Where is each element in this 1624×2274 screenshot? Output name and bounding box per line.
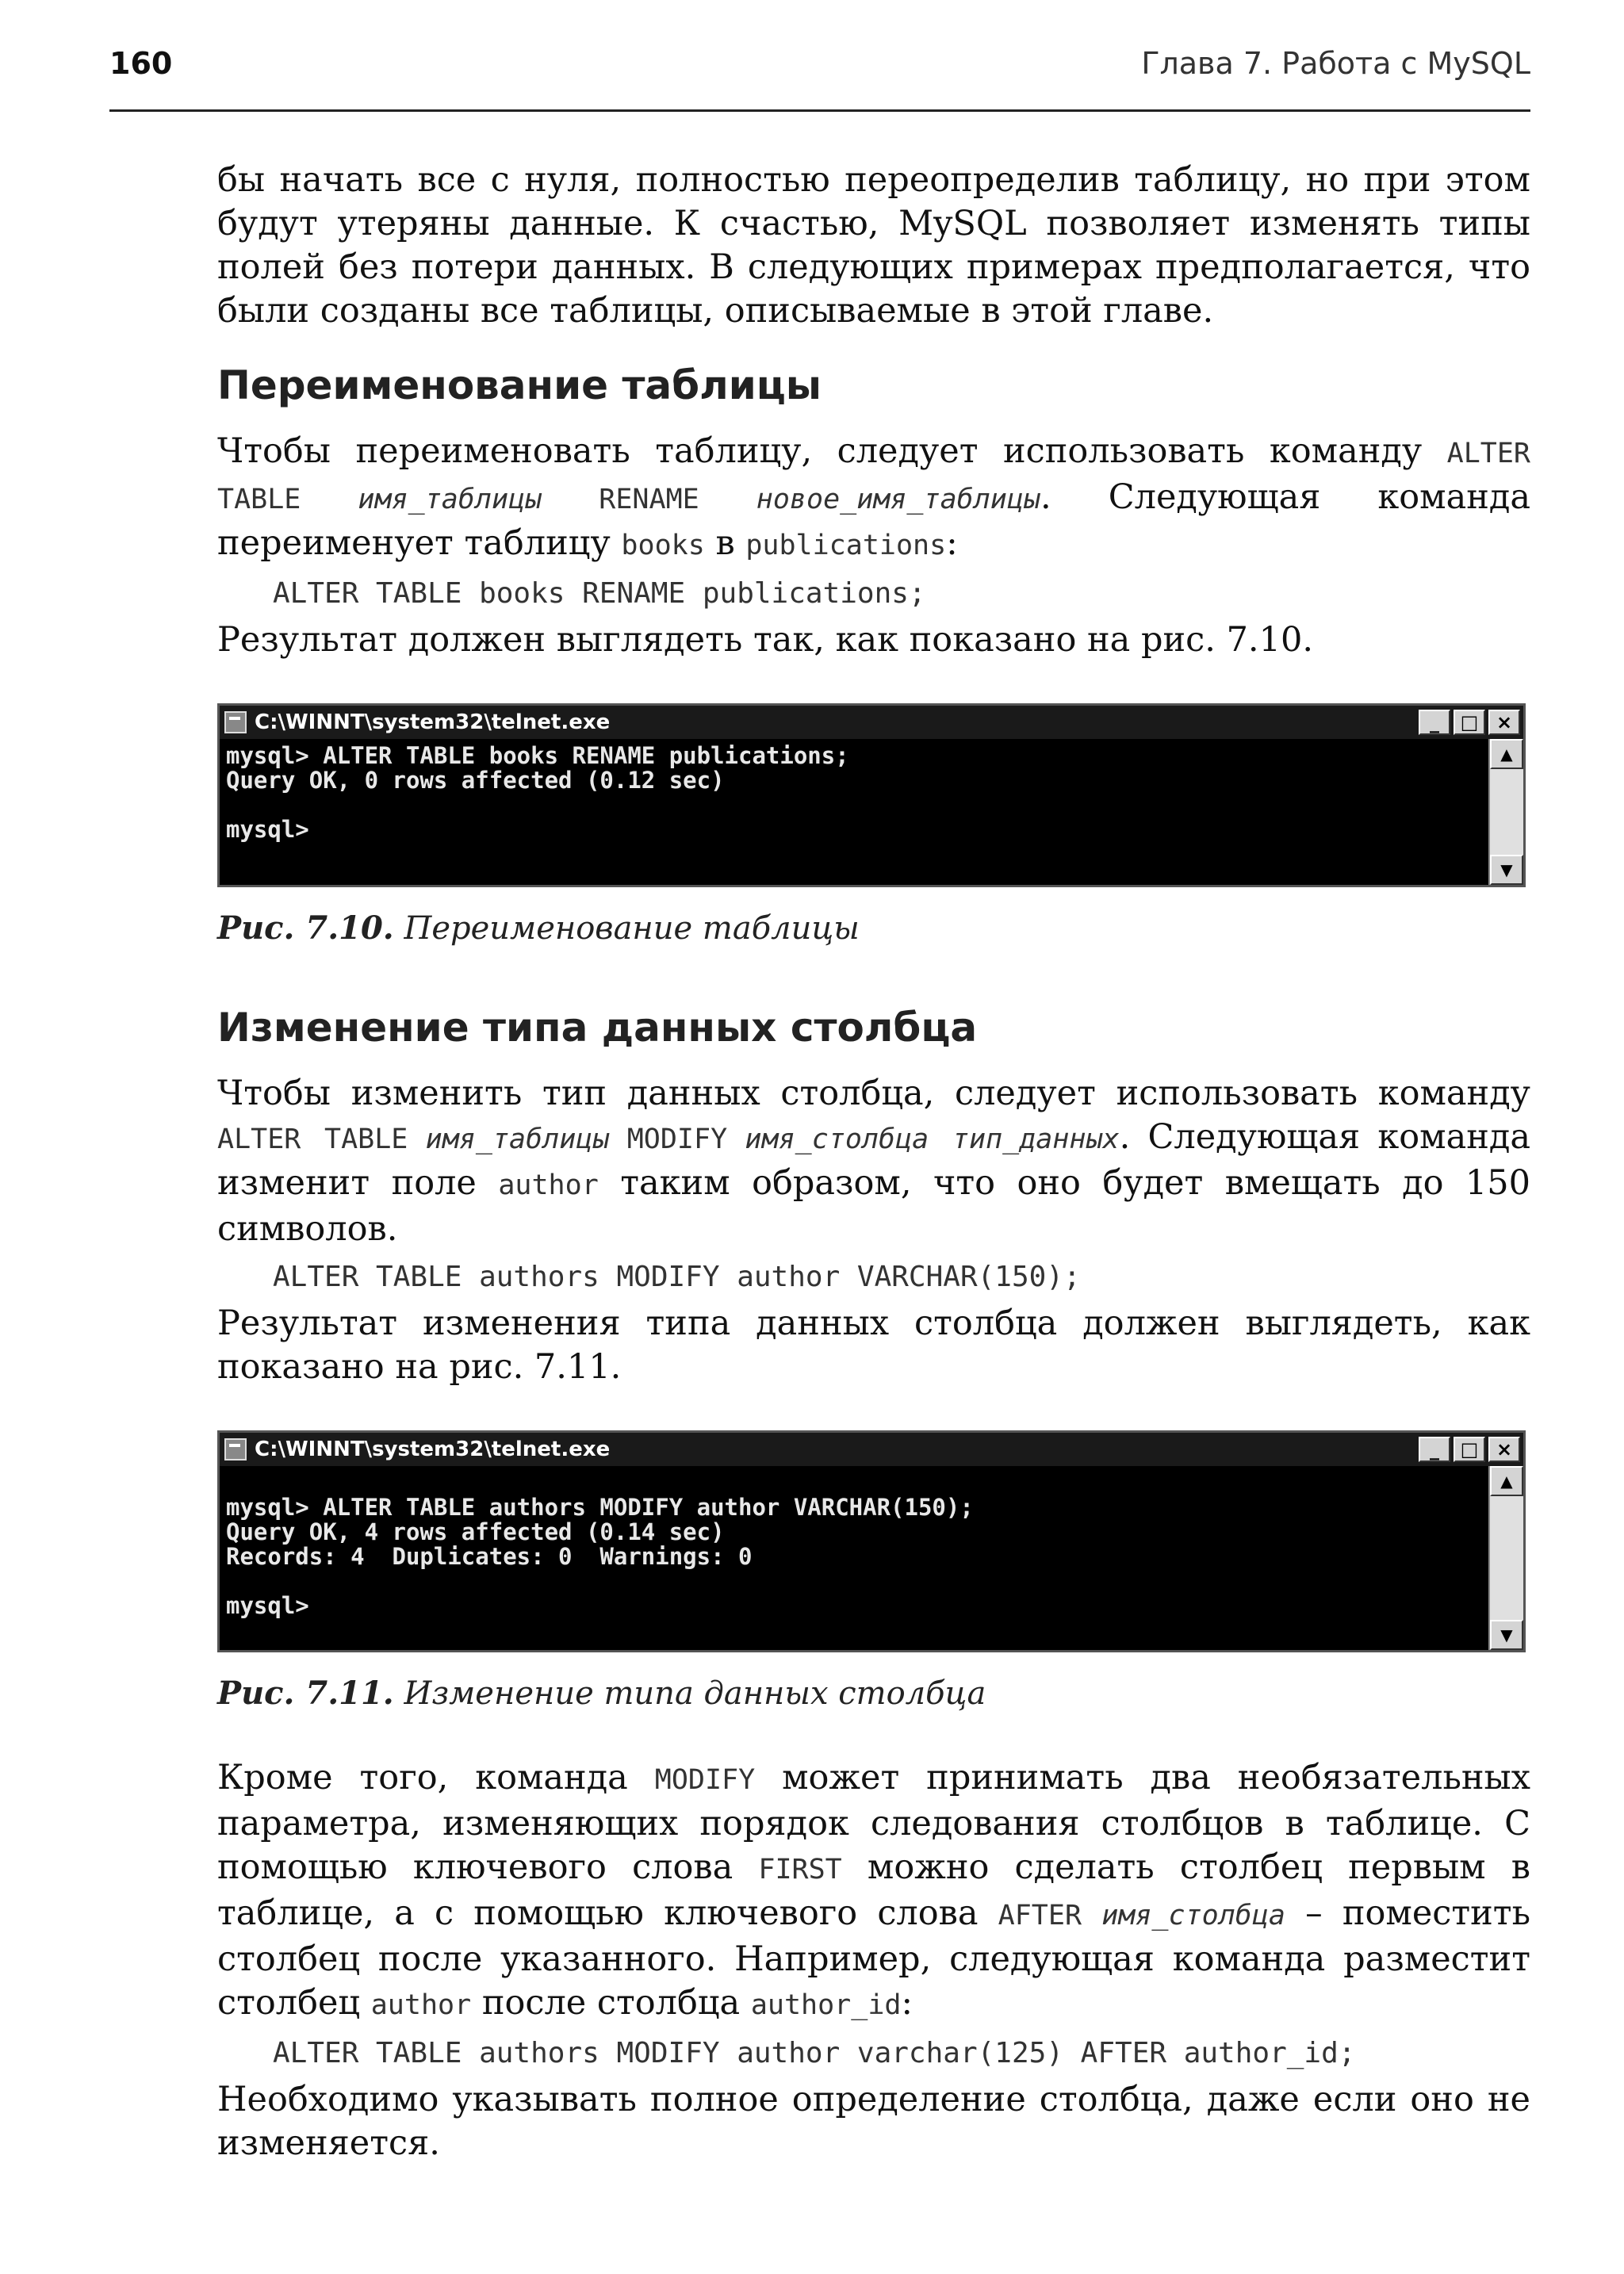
text-fragment: : — [946, 523, 958, 563]
console-app-icon — [224, 711, 247, 733]
text-fragment: Чтобы переименовать таблицу, следует использовать команду — [217, 431, 1447, 471]
text-fragment: в — [704, 523, 746, 563]
text-fragment: может принимать два необязательных параметра, изменяющих порядок следования столбцов в таблице. С помощью ключевого слова — [217, 1758, 1530, 1887]
scroll-up-arrow-icon[interactable]: ▲ — [1490, 1466, 1523, 1496]
code-example-after: ALTER TABLE authors MODIFY author varchar(125) AFTER author_id; — [273, 2037, 1356, 2069]
code-inline: books — [621, 530, 705, 561]
console-app-icon — [224, 1438, 247, 1460]
window-title: C:\WINNT\system32\telnet.exe — [255, 1438, 611, 1461]
close-button[interactable]: × — [1488, 710, 1520, 735]
console-output: mysql> ALTER TABLE authors MODIFY author VARCHAR(150); Query OK, 4 rows affected (0.14 sec) Records: 4 Duplicates: 0 Warnings: 0 mysql> — [220, 1466, 1488, 1650]
closing-paragraph: Необходимо указывать полное определение столбца, даже если оно не изменяется. — [217, 2080, 1530, 2163]
text-fragment: после столбца — [471, 1983, 751, 2023]
telnet-window-rename — [217, 703, 1526, 887]
code-example-modify: ALTER TABLE authors MODIFY author VARCHAR(150); — [273, 1261, 1081, 1293]
minimize-button[interactable]: _ — [1419, 1437, 1450, 1462]
minimize-button[interactable]: _ — [1419, 710, 1450, 735]
modify-paragraph — [217, 1072, 1530, 1251]
rename-paragraph — [217, 430, 1530, 568]
code-inline: ALTER TABLE — [217, 1124, 408, 1155]
text-fragment: . Следующая команда изменит поле — [217, 1117, 1531, 1203]
code-inline: имя_таблицы — [425, 1124, 610, 1155]
text-fragment: можно сделать столбец первым в таблице, а с помощью ключевого слова — [217, 1847, 1531, 1933]
maximize-button[interactable]: □ — [1454, 1437, 1485, 1462]
code-inline: author — [498, 1170, 599, 1201]
code-inline: MODIFY — [654, 1764, 756, 1796]
code-inline: author_id — [750, 1989, 902, 2021]
page-content — [217, 159, 1530, 2165]
running-title: Глава 7. Работа с MySQL — [1141, 46, 1530, 81]
section-heading-rename: Переименование таблицы — [217, 362, 822, 408]
rename-result-paragraph: Результат должен выглядеть так, как показано на рис. 7.10. — [217, 620, 1313, 660]
caption-label: Рис. 7.10. — [217, 909, 394, 947]
section-heading-modify: Изменение типа данных столбца — [217, 1005, 978, 1051]
window-titlebar — [220, 1433, 1523, 1466]
text-fragment: Кроме того, команда — [217, 1758, 655, 1797]
close-button[interactable]: × — [1488, 1437, 1520, 1462]
text-fragment: Чтобы изменить тип данных столбца, следует использовать команду — [217, 1074, 1530, 1113]
code-inline: ALTER TABLE — [217, 438, 1530, 515]
maximize-button[interactable]: □ — [1454, 710, 1485, 735]
modify-options-paragraph — [217, 1756, 1530, 2027]
text-fragment: таким образом, что оно будет вмещать до 150 символов. — [217, 1163, 1530, 1249]
caption-text: Изменение типа данных столбца — [404, 1675, 986, 1712]
figure-caption-7-10 — [217, 909, 1530, 947]
page-header — [109, 46, 1530, 112]
code-inline: FIRST — [758, 1854, 842, 1885]
code-inline: новое_имя_таблицы — [756, 484, 1041, 515]
caption-text: Переименование таблицы — [404, 910, 860, 947]
scroll-down-arrow-icon[interactable]: ▼ — [1490, 855, 1523, 885]
text-fragment: – поместить столбец после указанного. Например, следующая команда разместит столбец — [217, 1893, 1530, 2023]
code-inline: имя_столбца — [1101, 1900, 1285, 1931]
scroll-up-arrow-icon[interactable]: ▲ — [1490, 739, 1523, 769]
console-area — [220, 1466, 1523, 1650]
modify-result-paragraph: Результат изменения типа данных столбца должен выглядеть, как показано на рис. 7.11. — [217, 1304, 1530, 1387]
vertical-scrollbar[interactable] — [1488, 1466, 1523, 1650]
scroll-down-arrow-icon[interactable]: ▼ — [1490, 1620, 1523, 1650]
text-fragment: . Следующая команда переименует таблицу — [217, 477, 1531, 563]
figure-caption-7-11 — [217, 1675, 1530, 1712]
telnet-window-modify — [217, 1430, 1526, 1652]
code-inline: author — [370, 1989, 472, 2021]
code-inline: AFTER — [998, 1900, 1082, 1931]
code-inline: имя_столбца тип_данных — [745, 1124, 1120, 1155]
code-inline: RENAME — [599, 484, 699, 515]
code-inline: имя_таблицы — [358, 484, 542, 515]
code-inline: MODIFY — [626, 1124, 728, 1155]
console-area — [220, 739, 1523, 885]
text-fragment: : — [901, 1983, 913, 2023]
intro-paragraph: бы начать все с нуля, полностью переопределив таблицу, но при этом будут утеряны данные. К счастью, MySQL позволяет изменять типы полей без потери данных. В следующих примерах предполагается, что были созданы все таблицы, описываемые в этой главе. — [217, 160, 1530, 331]
window-title: C:\WINNT\system32\telnet.exe — [255, 710, 611, 734]
code-inline: publications — [745, 530, 947, 561]
page-number: 160 — [109, 46, 173, 81]
code-example-rename: ALTER TABLE books RENAME publications; — [273, 577, 926, 610]
console-output: mysql> ALTER TABLE books RENAME publications; Query OK, 0 rows affected (0.12 sec) mysql> — [220, 739, 1488, 885]
window-titlebar — [220, 706, 1523, 739]
caption-label: Рис. 7.11. — [217, 1675, 394, 1712]
vertical-scrollbar[interactable] — [1488, 739, 1523, 885]
